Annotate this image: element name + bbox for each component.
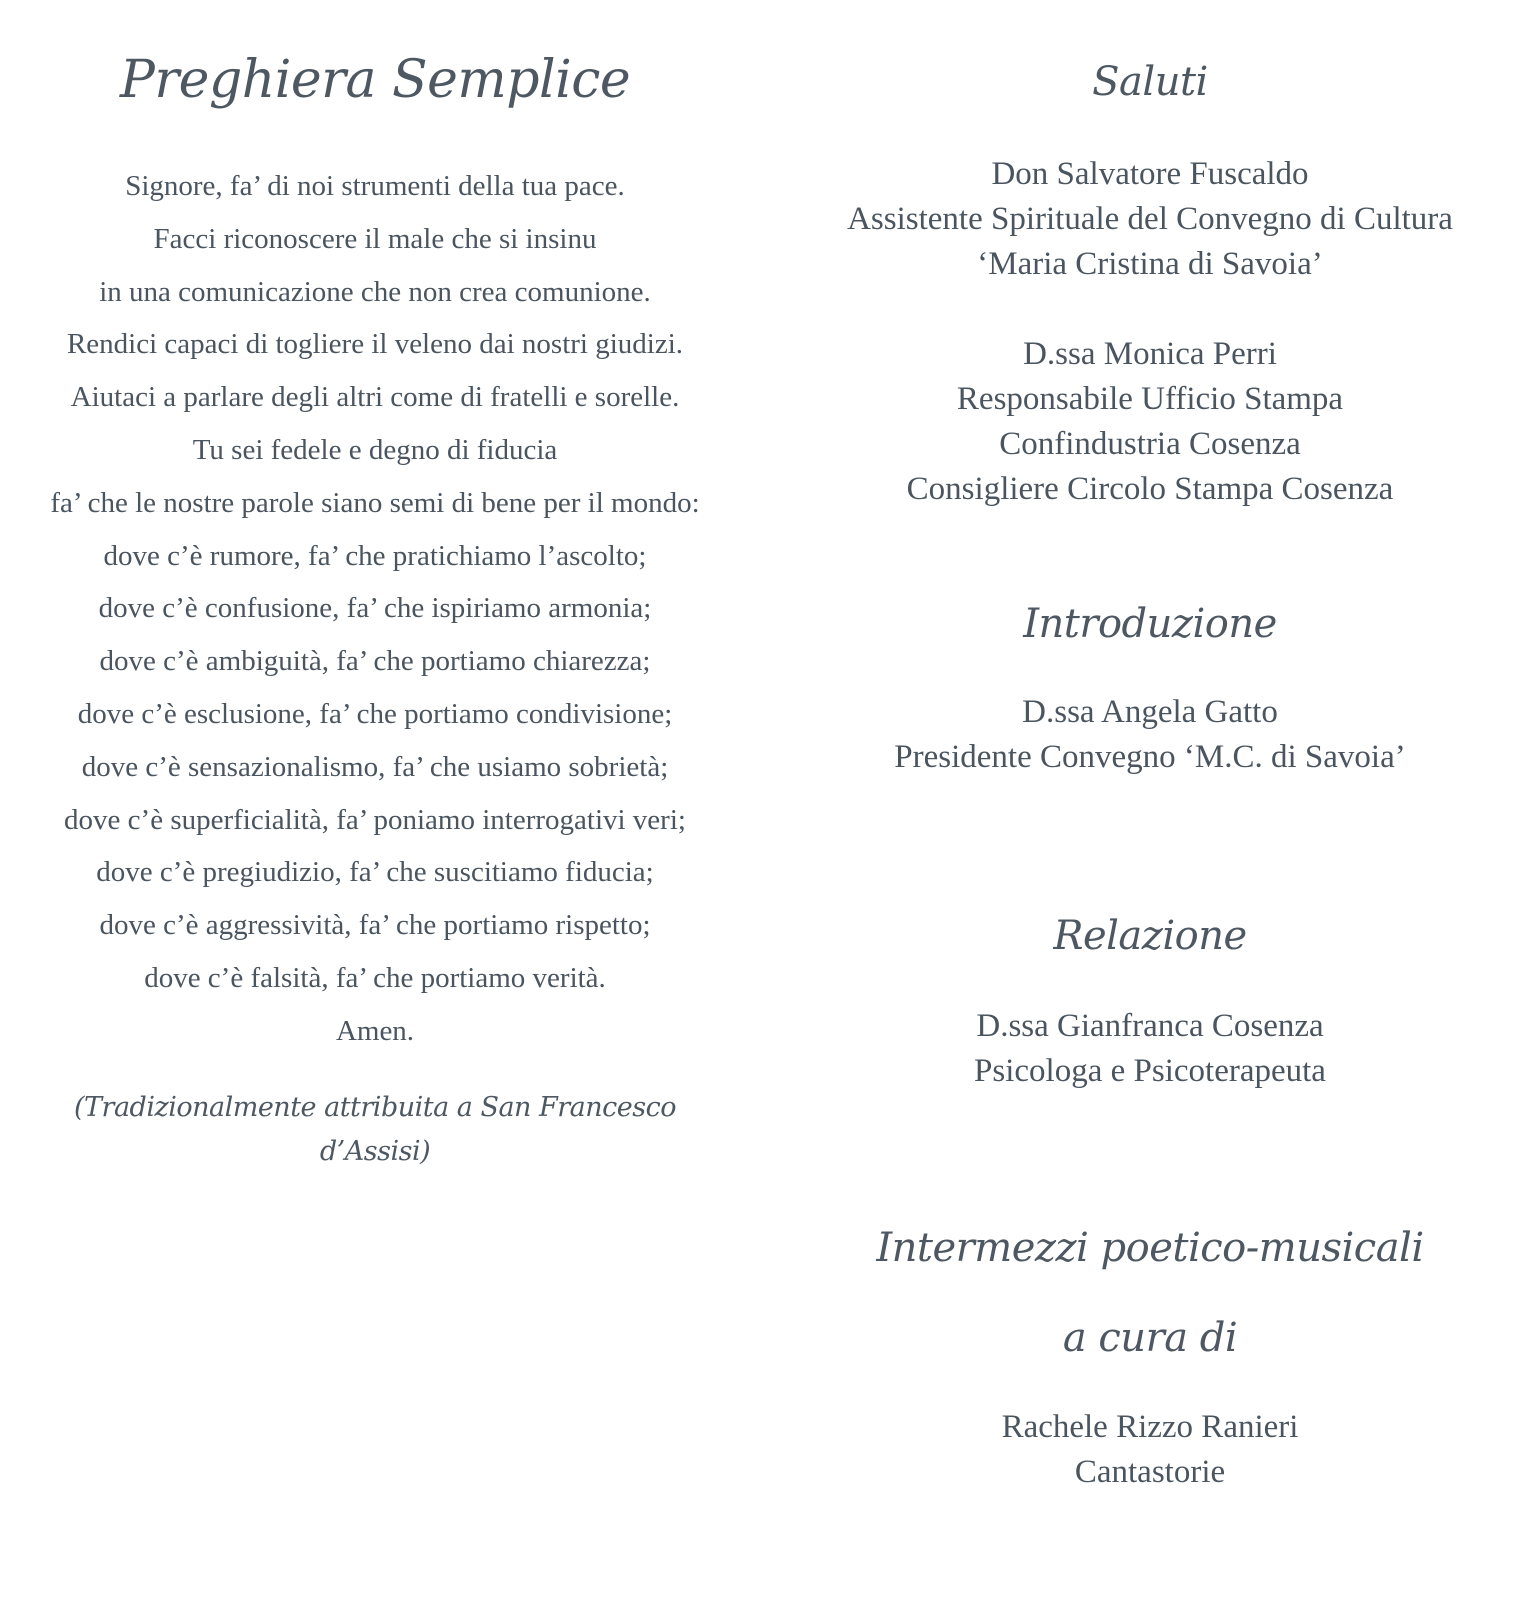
prayer-text [20, 160, 730, 1058]
prayer-line: fa’ che le nostre parole siano semi di bene per il mondo: [50, 486, 700, 519]
speaker-role: Psicologa e Psicoterapeuta [974, 1053, 1326, 1089]
saluti-speaker-2 [790, 332, 1510, 512]
attribution-line: (Tradizionalmente attribuita a San Francesco [74, 1092, 676, 1123]
speaker-role: ‘Maria Cristina di Savoia’ [977, 246, 1323, 282]
prayer-line: dove c’è superficialità, fa’ poniamo interrogativi veri; [64, 803, 686, 836]
prayer-line: dove c’è ambiguità, fa’ che portiamo chiarezza; [99, 645, 651, 678]
prayer-line: dove c’è falsità, fa’ che portiamo verità. [144, 961, 606, 994]
relazione-speaker [790, 1004, 1510, 1094]
prayer-line: Facci riconoscere il male che si insinu [153, 222, 597, 255]
introduzione-title: Introduzione [1023, 601, 1277, 647]
performer-name: Rachele Rizzo Ranieri [1001, 1409, 1299, 1445]
intermezzi-title: Intermezzi poetico-musicali [876, 1225, 1424, 1271]
performer-role: Cantastorie [1074, 1454, 1226, 1490]
speaker-name: D.ssa Monica Perri [1023, 336, 1277, 372]
speaker-role: Confindustria Cosenza [999, 426, 1301, 462]
attribution-line: d’Assisi) [319, 1136, 431, 1167]
prayer-line: dove c’è sensazionalismo, fa’ che usiamo sobrietà; [81, 750, 669, 783]
prayer-line: Amen. [335, 1014, 415, 1047]
introduzione-speaker [790, 690, 1510, 780]
saluti-title: Saluti [1092, 59, 1208, 105]
prayer-line: Tu sei fedele e degno di fiducia [192, 433, 558, 466]
speaker-name: Don Salvatore Fuscaldo [991, 156, 1309, 192]
speaker-role: Consigliere Circolo Stampa Cosenza [906, 471, 1394, 507]
prayer-line: in una comunicazione che non crea comunione. [99, 275, 651, 308]
program-column [790, 0, 1510, 1600]
prayer-attribution [20, 1086, 730, 1174]
prayer-line: Aiutaci a parlare degli altri come di fratelli e sorelle. [70, 381, 680, 414]
prayer-line: dove c’è pregiudizio, fa’ che suscitiamo fiducia; [96, 856, 654, 889]
speaker-role: Responsabile Ufficio Stampa [956, 381, 1344, 417]
prayer-line: Signore, fa’ di noi strumenti della tua pace. [125, 170, 625, 202]
relazione-title: Relazione [1053, 913, 1247, 959]
intermezzi-subtitle: a cura di [1062, 1315, 1238, 1361]
prayer-line: Rendici capaci di togliere il veleno dai nostri giudizi. [66, 328, 684, 361]
prayer-column [20, 0, 730, 1600]
speaker-name: D.ssa Gianfranca Cosenza [976, 1008, 1324, 1044]
intermezzi-performer [790, 1405, 1510, 1495]
prayer-line: dove c’è confusione, fa’ che ispiriamo armonia; [98, 592, 652, 625]
speaker-role: Presidente Convegno ‘M.C. di Savoia’ [894, 739, 1406, 775]
prayer-title: Preghiera Semplice [119, 50, 631, 110]
prayer-line: dove c’è aggressività, fa’ che portiamo rispetto; [99, 909, 651, 942]
prayer-line: dove c’è rumore, fa’ che pratichiamo l’ascolto; [103, 539, 647, 572]
speaker-role: Assistente Spirituale del Convegno di Cultura [847, 201, 1453, 237]
prayer-line: dove c’è esclusione, fa’ che portiamo condivisione; [77, 697, 673, 730]
speaker-name: D.ssa Angela Gatto [1022, 694, 1278, 730]
saluti-speaker-1 [790, 152, 1510, 287]
